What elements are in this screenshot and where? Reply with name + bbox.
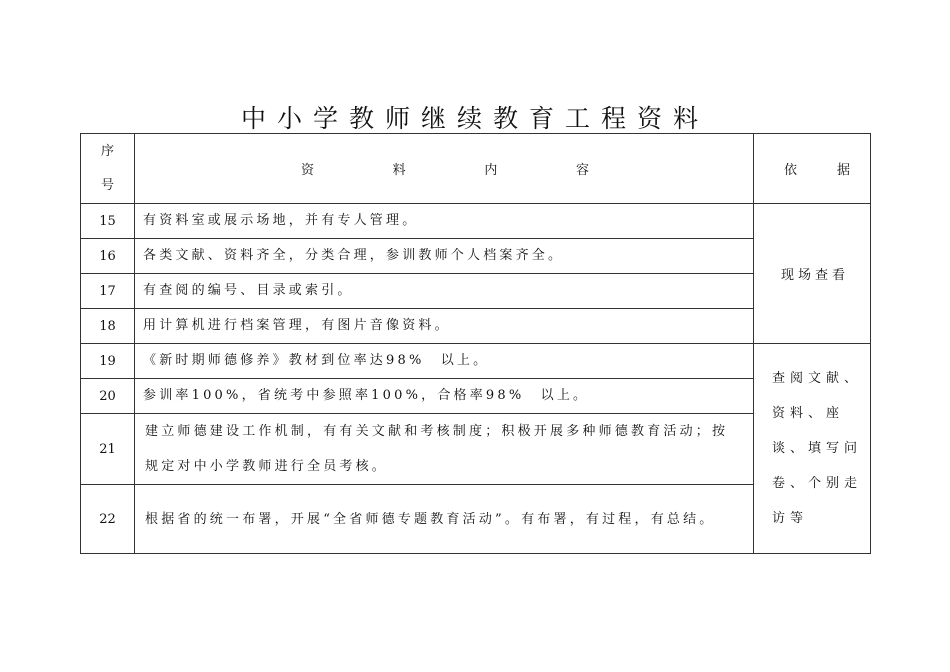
row-number: 20 (81, 379, 135, 414)
table-row (81, 485, 871, 554)
table-row (81, 204, 871, 239)
row-content: 用计算机进行档案管理，有图片音像资料。 (135, 309, 754, 344)
table-row (81, 309, 871, 344)
basis-review (754, 344, 871, 554)
basis-review-line: 卷、个别走 (772, 476, 863, 491)
table-row (81, 379, 871, 414)
row-number: 15 (81, 204, 135, 239)
header-content (135, 134, 754, 204)
materials-table (80, 133, 871, 554)
row-content: 有查阅的编号、目录或索引。 (135, 274, 754, 309)
table-row (81, 274, 871, 309)
header-basis (754, 134, 871, 204)
row-content: 《新时期师德修养》教材到位率达98% 以上。 (135, 344, 754, 379)
table-row (81, 239, 871, 274)
row-number: 19 (81, 344, 135, 379)
header-content-char: 容 (575, 163, 589, 178)
basis-review-line: 资料、座 (772, 406, 845, 421)
page-title: 中小学教师继续教育工程资料 (240, 104, 709, 133)
row-number: 22 (81, 485, 135, 554)
table-row (81, 414, 871, 485)
header-content-char: 内 (484, 163, 498, 178)
header-content-char: 资 (301, 163, 315, 178)
basis-onsite: 现场查看 (754, 204, 871, 344)
header-basis-char: 依 (784, 163, 798, 178)
basis-review-line: 访等 (772, 511, 809, 526)
row-content: 有资料室或展示场地，并有专人管理。 (135, 204, 754, 239)
header-row (81, 134, 871, 204)
header-seq (81, 134, 135, 204)
row-content: 根据省的统一布署，开展“全省师德专题教育活动”。有布署，有过程，有总结。 (135, 485, 754, 554)
header-seq-char: 号 (100, 177, 114, 193)
row-number: 16 (81, 239, 135, 274)
row-number: 18 (81, 309, 135, 344)
table-row (81, 344, 871, 379)
row-content: 各类文献、资料齐全，分类合理，参训教师个人档案齐全。 (135, 239, 754, 274)
basis-review-line: 查阅文献、 (772, 371, 863, 386)
header-basis-char: 据 (836, 163, 850, 178)
basis-review-line: 谈、填写问 (772, 441, 863, 456)
row-content: 参训率100%，省统考中参照率100%，合格率98% 以上。 (135, 379, 754, 414)
header-content-char: 料 (392, 163, 406, 178)
header-seq-char: 序 (100, 143, 114, 159)
row-number: 17 (81, 274, 135, 309)
row-number: 21 (81, 414, 135, 485)
row-content: 建立师德建设工作机制，有有关文献和考核制度；积极开展多种师德教育活动；按规定对中小学教师进行全员考核。 (135, 414, 754, 485)
